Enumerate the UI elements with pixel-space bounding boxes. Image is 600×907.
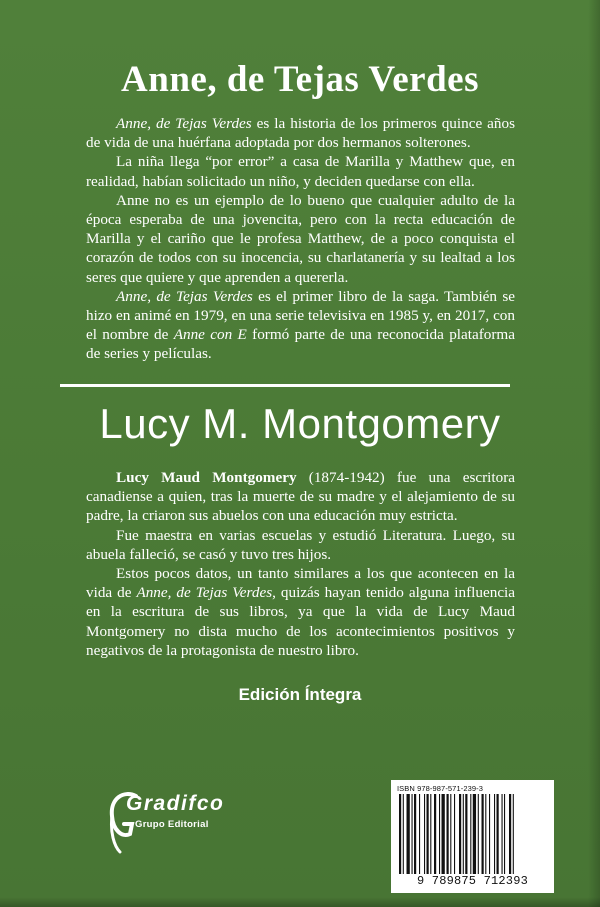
synopsis-paragraph: La niña llega “por error” a casa de Marilla y Matthew que, en realidad, habían solicitado un niño, y deciden quedarse con ella. — [86, 153, 515, 190]
barcode-bar — [424, 794, 425, 874]
barcode-bar — [459, 794, 461, 874]
bio-text: , quizás hayan tenido alguna influencia en la escritura de sus libros, ya que la vida de Lucy Maud Montgomery no dista mucho de los acontecimientos positivos y negativos de la protagonista de nuestro libro. — [86, 584, 516, 659]
synopsis-text: es el primer libro de la saga. También se hizo en animé en 1979, en una serie televisiva en 1985 y, en 2017, con el nombre de — [86, 287, 515, 344]
synopsis-paragraph: Anne no es un ejemplo de lo bueno que cualquier adulto de la época esperaba de una jovencita, pero con la recta educación de Marilla y el cariño que le profesa Matthew, de a poco conquista el corazón de todos con su inocencia, su charlatanería y su lealtad a los seres que quiere y que aprenden a quererla. — [86, 191, 515, 286]
synopsis-text: es la historia de los primeros quince años de vida de una huérfana adoptada por dos hermanos solterones. — [86, 115, 515, 152]
barcode-bar — [399, 794, 401, 874]
barcode-bar — [478, 794, 479, 874]
cover-edge-shadow — [588, 0, 600, 907]
book-title-italic: Anne, de Tejas Verdes — [116, 115, 252, 132]
barcode-bar — [439, 794, 440, 874]
book-title-italic: Anne, de Tejas Verdes — [116, 287, 253, 305]
author-full-name: Lucy Maud Montgomery — [116, 469, 297, 486]
barcode-bar — [513, 794, 514, 874]
barcode-bar — [450, 794, 451, 874]
barcode-bar — [419, 794, 420, 874]
edition-label: Edición Íntegra — [238, 685, 362, 704]
barcode-bar — [430, 794, 431, 874]
book-title: Anne, de Tejas Verdes — [121, 59, 479, 100]
publisher-name: Gradifco — [126, 792, 225, 815]
book-title-italic: Anne, de Tejas Verdes — [136, 584, 273, 602]
barcode-bar — [454, 794, 455, 874]
bio-paragraph — [86, 564, 515, 660]
barcode-bar — [504, 794, 505, 874]
barcode-bar — [434, 794, 436, 874]
barcode-bar — [447, 794, 449, 874]
barcode-bar — [502, 794, 503, 874]
synopsis-paragraph — [86, 287, 515, 364]
series-title-italic: Anne con E — [173, 326, 247, 344]
barcode-bar — [509, 794, 511, 874]
author-name: Lucy M. Montgomery — [99, 400, 501, 447]
section-divider — [60, 384, 510, 387]
barcode-bar — [470, 794, 471, 874]
barcode-bar — [412, 794, 413, 874]
barcode-bars — [397, 794, 548, 874]
publisher-subtitle: Grupo Editorial — [135, 819, 209, 830]
synopsis-paragraph — [86, 114, 515, 152]
barcode-bar — [482, 794, 484, 874]
synopsis-text: formó parte de una reconocida plataforma de series y películas. — [86, 326, 515, 363]
synopsis — [86, 114, 515, 364]
publisher-logo — [106, 788, 225, 854]
bio-paragraph — [86, 468, 515, 526]
barcode-bar — [497, 794, 499, 874]
isbn-label: ISBN 978-987-571-239-3 — [397, 784, 484, 793]
barcode-bar — [494, 794, 495, 874]
barcode-digits: 9 789875 712393 — [416, 874, 529, 888]
barcode-bar — [407, 794, 410, 874]
barcode — [391, 780, 554, 893]
bio-text: (1874-1942) fue una escritora canadiense a quien, tras la muerte de su madre y el alejamiento de su padre, la criaron sus abuelos con una educación muy estricta. — [86, 469, 515, 525]
bio-text: Estos pocos datos, un tanto similares a los que acontecen en la vida de — [86, 565, 515, 602]
barcode-bar — [485, 794, 486, 874]
barcode-bar — [489, 794, 490, 874]
bio-paragraph: Fue maestra en varias escuelas y estudió Literatura. Luego, su abuela falleció, se casó y tuvo tres hijos. — [86, 526, 515, 563]
barcode-bar — [473, 794, 476, 874]
barcode-bar — [465, 794, 467, 874]
cover-bottom-shadow — [0, 897, 600, 907]
barcode-bar — [442, 794, 445, 874]
barcode-bar — [403, 794, 404, 874]
barcode-bar — [427, 794, 429, 874]
barcode-bar — [463, 794, 464, 874]
author-biography — [86, 468, 515, 660]
barcode-bar — [414, 794, 416, 874]
